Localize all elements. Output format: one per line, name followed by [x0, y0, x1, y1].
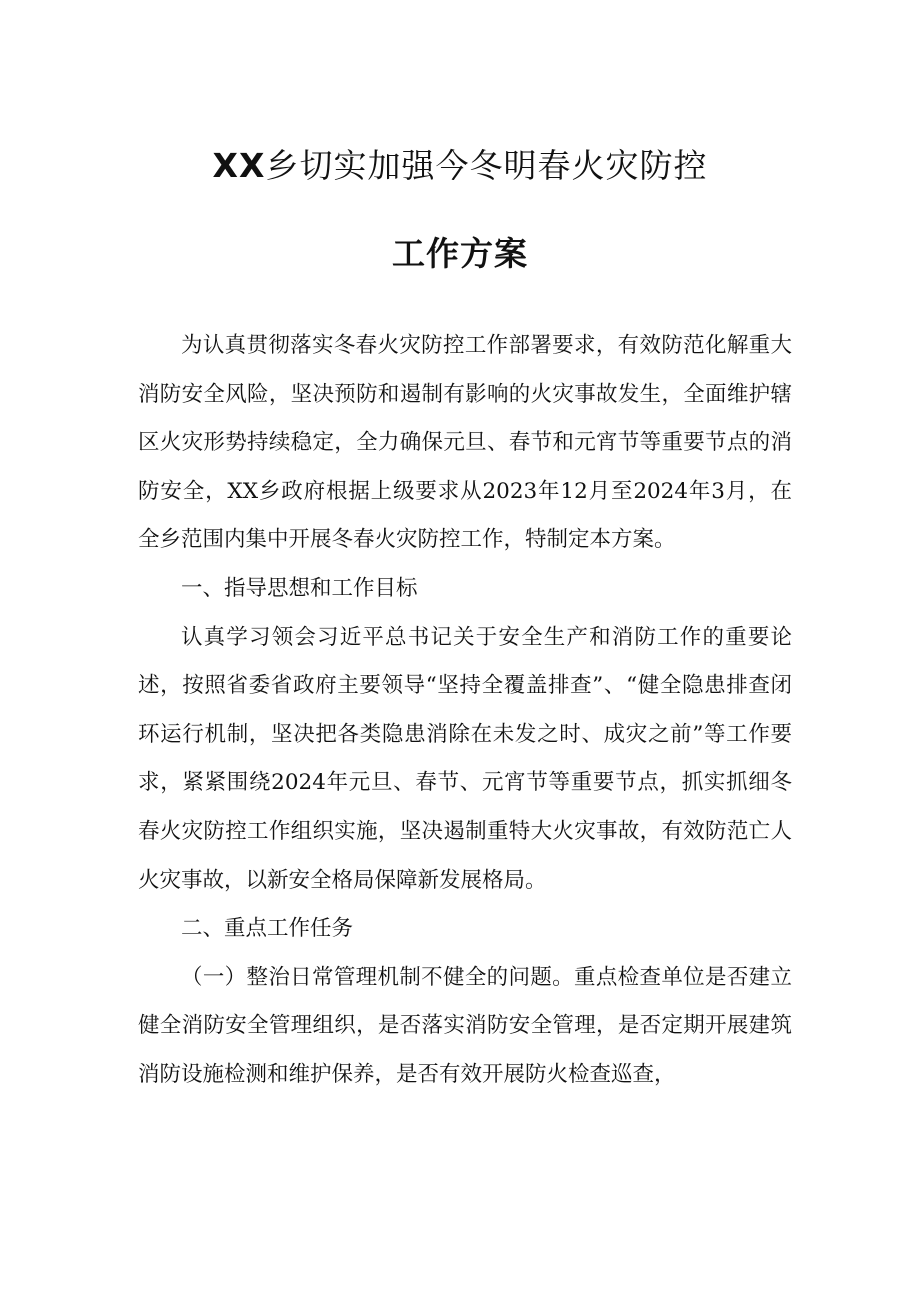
- title-prefix: XX: [212, 146, 266, 185]
- section-1-paragraph: 认真学习领会习近平总书记关于安全生产和消防工作的重要论述，按照省委省政府主要领导“坚持全覆盖排查”、“健全隐患排查闭环运行机制，坚决把各类隐患消除在未发之时、成灾之前”等工作要求，紧紧围绕2024年元旦、春节、元宵节等重要节点，抓实抓细冬春火灾防控工作组织实施，坚决遏制重特大火灾事故，有效防范亡人火灾事故，以新安全格局保障新发展格局。: [138, 624, 792, 893]
- section-heading-1: 一、指导思想和工作目标: [181, 575, 418, 601]
- document-body: [138, 322, 792, 1100]
- section-2-item-1-paragraph: （一）整治日常管理机制不健全的问题。重点检查单位是否建立健全消防安全管理组织，是否落实消防安全管理，是否定期开展建筑消防设施检测和维护保养，是否有效开展防火检查巡查，: [138, 964, 792, 1087]
- intro-paragraph: 为认真贯彻落实冬春火灾防控工作部署要求，有效防范化解重大消防安全风险，坚决预防和遏制有影响的火灾事故发生，全面维护辖区火灾形势持续稳定，全力确保元旦、春节和元宵节等重要节点的消防安全，XX乡政府根据上级要求从2023年12月至2024年3月，在全乡范围内集中开展冬春火灾防控工作，特制定本方案。: [138, 333, 792, 553]
- document-title-line-1: [0, 140, 920, 187]
- title-line-1-text: 乡切实加强今冬明春火灾防控: [265, 146, 708, 185]
- document-title-line-2: 工作方案: [392, 234, 528, 273]
- section-heading-2: 二、重点工作任务: [181, 916, 354, 942]
